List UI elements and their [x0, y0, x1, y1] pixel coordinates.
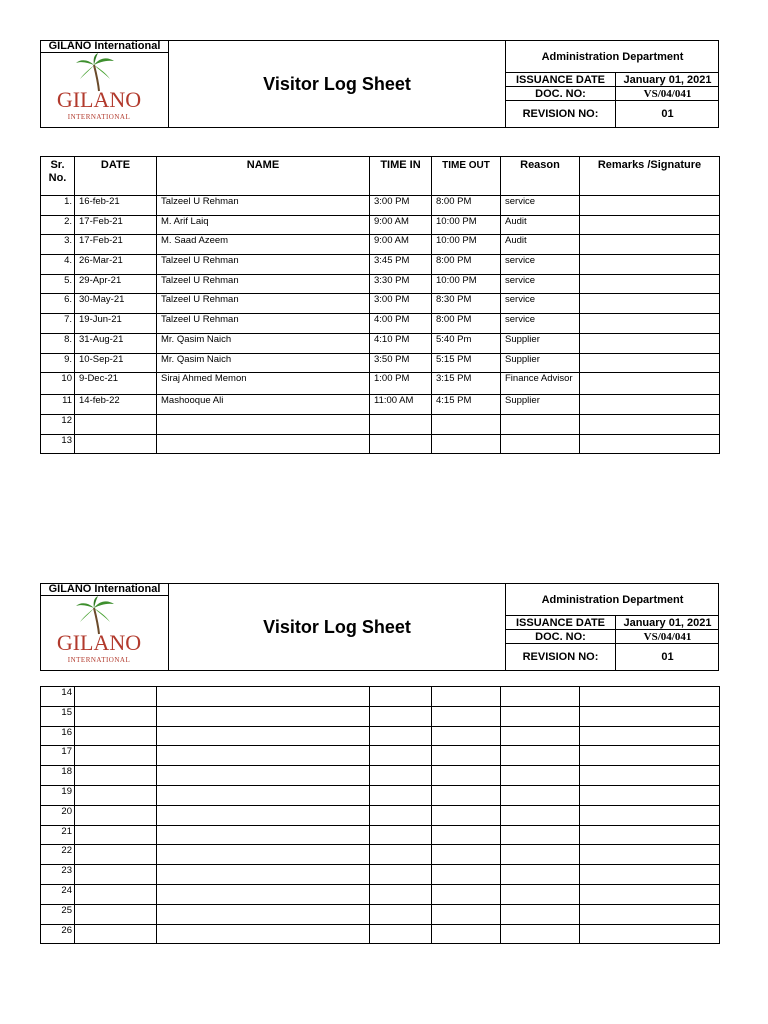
col-time-in: TIME IN [370, 157, 432, 196]
row-date[interactable] [75, 434, 157, 454]
row-remarks[interactable] [580, 706, 720, 726]
row-time-out[interactable] [432, 865, 501, 885]
row-time-out[interactable]: 3:15 PM [432, 373, 501, 395]
row-time-in[interactable] [370, 884, 432, 904]
revision-row [506, 644, 719, 670]
row-visitor-name[interactable]: M. Arif Laiq [157, 215, 370, 235]
row-visitor-name[interactable]: Mashooque Ali [157, 395, 370, 415]
revision-value: 01 [661, 651, 674, 663]
row-time-in[interactable] [370, 865, 432, 885]
row-date[interactable]: 16-feb-21 [75, 196, 157, 216]
row-reason[interactable]: service [501, 255, 580, 275]
row-time-out[interactable]: 8:00 PM [432, 314, 501, 334]
row-reason[interactable] [501, 845, 580, 865]
row-time-out[interactable] [432, 434, 501, 454]
row-time-out[interactable] [432, 746, 501, 766]
row-remarks[interactable] [580, 294, 720, 314]
doc-info [505, 584, 718, 670]
doc-no-row [506, 87, 719, 101]
row-date[interactable]: 26-Mar-21 [75, 255, 157, 275]
row-remarks[interactable] [580, 373, 720, 395]
row-remarks[interactable] [580, 766, 720, 786]
table-row [41, 395, 720, 415]
row-visitor-name[interactable] [157, 414, 370, 434]
table-row [41, 235, 720, 255]
row-time-out[interactable] [432, 845, 501, 865]
row-reason[interactable]: Audit [501, 235, 580, 255]
row-date[interactable] [75, 884, 157, 904]
row-remarks[interactable] [580, 746, 720, 766]
row-reason[interactable] [501, 865, 580, 885]
row-remarks[interactable] [580, 215, 720, 235]
row-remarks[interactable] [580, 235, 720, 255]
row-remarks[interactable] [580, 904, 720, 924]
company-name: GILANO International [41, 41, 169, 53]
doc-header-page2 [40, 583, 719, 671]
row-date[interactable]: 14-feb-22 [75, 395, 157, 415]
row-date[interactable]: 31-Aug-21 [75, 333, 157, 353]
row-remarks[interactable] [580, 924, 720, 944]
visitor-log-table-page2 [40, 686, 720, 944]
row-time-out[interactable]: 10:00 PM [432, 274, 501, 294]
row-remarks[interactable] [580, 865, 720, 885]
row-date[interactable]: 19-Jun-21 [75, 314, 157, 334]
row-remarks[interactable] [580, 414, 720, 434]
row-time-in[interactable] [370, 785, 432, 805]
row-reason[interactable] [501, 414, 580, 434]
row-time-out[interactable] [432, 706, 501, 726]
col-sr: Sr. No. [41, 157, 75, 196]
row-reason[interactable] [501, 434, 580, 454]
row-visitor-name[interactable]: Siraj Ahmed Memon [157, 373, 370, 395]
row-time-out[interactable]: 8:00 PM [432, 255, 501, 275]
table-row [41, 294, 720, 314]
row-time-in[interactable]: 3:45 PM [370, 255, 432, 275]
row-date[interactable] [75, 845, 157, 865]
row-reason[interactable]: Supplier [501, 395, 580, 415]
doc-info [505, 41, 718, 127]
row-reason[interactable]: Finance Advisor [501, 373, 580, 395]
row-reason[interactable]: service [501, 294, 580, 314]
revision-label: REVISION NO: [506, 644, 616, 670]
row-time-in[interactable]: 9:00 AM [370, 235, 432, 255]
row-visitor-name[interactable] [157, 766, 370, 786]
department: Administration Department [506, 41, 719, 73]
row-time-in[interactable] [370, 904, 432, 924]
row-sr[interactable]: 6. [41, 294, 75, 314]
row-sr[interactable]: 2. [41, 215, 75, 235]
row-date[interactable]: 9-Dec-21 [75, 373, 157, 395]
gilano-logo [46, 53, 152, 127]
row-time-in[interactable]: 4:10 PM [370, 333, 432, 353]
row-time-out[interactable]: 5:15 PM [432, 353, 501, 373]
table-row [41, 314, 720, 334]
doc-no-value: VS/04/041 [643, 630, 692, 643]
col-name: NAME [157, 157, 370, 196]
row-sr[interactable]: 9. [41, 353, 75, 373]
logo-subtitle: INTERNATIONAL [67, 656, 131, 664]
row-date[interactable] [75, 746, 157, 766]
row-remarks[interactable] [580, 726, 720, 746]
row-remarks[interactable] [580, 196, 720, 216]
logo-wordmark: GILANO [56, 87, 142, 112]
row-time-out[interactable]: 8:00 PM [432, 196, 501, 216]
row-reason[interactable] [501, 884, 580, 904]
row-visitor-name[interactable] [157, 904, 370, 924]
department: Administration Department [506, 584, 719, 616]
row-reason[interactable] [501, 785, 580, 805]
row-date[interactable] [75, 825, 157, 845]
row-time-out[interactable] [432, 726, 501, 746]
row-sr[interactable]: 14 [41, 687, 75, 707]
row-reason[interactable]: Supplier [501, 353, 580, 373]
issuance-label: ISSUANCE DATE [506, 616, 616, 629]
row-reason[interactable] [501, 924, 580, 944]
row-time-in[interactable] [370, 825, 432, 845]
table-row [41, 333, 720, 353]
row-visitor-name[interactable]: Mr. Qasim Naich [157, 333, 370, 353]
table-row [41, 274, 720, 294]
table-row [41, 414, 720, 434]
row-date[interactable] [75, 865, 157, 885]
table-row [41, 726, 720, 746]
row-date[interactable]: 17-Feb-21 [75, 215, 157, 235]
row-reason[interactable]: service [501, 274, 580, 294]
page-title: Visitor Log Sheet [263, 616, 411, 637]
row-time-in[interactable] [370, 726, 432, 746]
table-row [41, 215, 720, 235]
logo-cell [41, 584, 169, 670]
col-reason: Reason [501, 157, 580, 196]
row-date[interactable]: 30-May-21 [75, 294, 157, 314]
row-time-out[interactable] [432, 785, 501, 805]
row-date[interactable] [75, 414, 157, 434]
row-time-out[interactable] [432, 766, 501, 786]
logo-subtitle: INTERNATIONAL [67, 113, 131, 121]
table-row [41, 805, 720, 825]
table-row [41, 845, 720, 865]
row-remarks[interactable] [580, 395, 720, 415]
row-date[interactable] [75, 904, 157, 924]
row-visitor-name[interactable] [157, 687, 370, 707]
row-reason[interactable] [501, 904, 580, 924]
row-time-out[interactable]: 10:00 PM [432, 235, 501, 255]
doc-no-row [506, 630, 719, 644]
row-remarks[interactable] [580, 884, 720, 904]
row-time-out[interactable]: 5:40 Pm [432, 333, 501, 353]
doc-no-label: DOC. NO: [506, 630, 616, 643]
row-visitor-name[interactable] [157, 865, 370, 885]
row-time-out[interactable] [432, 904, 501, 924]
row-reason[interactable]: service [501, 314, 580, 334]
row-time-in[interactable]: 3:00 PM [370, 294, 432, 314]
row-time-out[interactable] [432, 825, 501, 845]
doc-header [40, 40, 719, 128]
table-row [41, 884, 720, 904]
table-row [41, 924, 720, 944]
row-visitor-name[interactable]: Talzeel U Rehman [157, 294, 370, 314]
row-time-in[interactable]: 4:00 PM [370, 314, 432, 334]
issuance-value: January 01, 2021 [623, 73, 712, 86]
row-time-out[interactable] [432, 687, 501, 707]
table-row [41, 434, 720, 454]
row-remarks[interactable] [580, 314, 720, 334]
row-visitor-name[interactable] [157, 884, 370, 904]
col-date: DATE [75, 157, 157, 196]
row-visitor-name[interactable]: Talzeel U Rehman [157, 314, 370, 334]
row-date[interactable] [75, 687, 157, 707]
row-sr[interactable]: 5. [41, 274, 75, 294]
row-visitor-name[interactable]: Talzeel U Rehman [157, 196, 370, 216]
gilano-logo [46, 596, 152, 670]
row-time-in[interactable]: 1:00 PM [370, 373, 432, 395]
table-row [41, 825, 720, 845]
row-sr[interactable]: 19 [41, 785, 75, 805]
row-sr[interactable]: 15 [41, 706, 75, 726]
row-time-in[interactable]: 3:30 PM [370, 274, 432, 294]
row-reason[interactable]: service [501, 196, 580, 216]
row-sr[interactable]: 11 [41, 395, 75, 415]
row-sr[interactable]: 17 [41, 746, 75, 766]
row-remarks[interactable] [580, 825, 720, 845]
row-sr[interactable]: 3. [41, 235, 75, 255]
row-time-in[interactable] [370, 766, 432, 786]
row-time-out[interactable] [432, 924, 501, 944]
row-sr[interactable]: 7. [41, 314, 75, 334]
revision-row [506, 101, 719, 127]
row-sr[interactable]: 21 [41, 825, 75, 845]
row-date[interactable] [75, 785, 157, 805]
row-visitor-name[interactable] [157, 746, 370, 766]
table-row [41, 196, 720, 216]
company-name: GILANO International [41, 584, 169, 596]
row-reason[interactable] [501, 766, 580, 786]
row-visitor-name[interactable] [157, 845, 370, 865]
row-visitor-name[interactable] [157, 726, 370, 746]
revision-label: REVISION NO: [506, 101, 616, 127]
row-reason[interactable] [501, 805, 580, 825]
row-time-out[interactable] [432, 414, 501, 434]
row-remarks[interactable] [580, 353, 720, 373]
row-time-in[interactable] [370, 805, 432, 825]
doc-no-label: DOC. NO: [506, 87, 616, 100]
row-date[interactable]: 10-Sep-21 [75, 353, 157, 373]
row-sr[interactable]: 23 [41, 865, 75, 885]
row-reason[interactable] [501, 746, 580, 766]
row-reason[interactable] [501, 706, 580, 726]
row-time-in[interactable] [370, 687, 432, 707]
page-title: Visitor Log Sheet [263, 73, 411, 94]
row-time-in[interactable] [370, 924, 432, 944]
table-row [41, 255, 720, 275]
row-date[interactable]: 29-Apr-21 [75, 274, 157, 294]
row-sr[interactable]: 20 [41, 805, 75, 825]
row-sr[interactable]: 18 [41, 766, 75, 786]
row-time-out[interactable] [432, 884, 501, 904]
table-row [41, 353, 720, 373]
logo-cell [41, 41, 169, 127]
row-time-in[interactable]: 11:00 AM [370, 395, 432, 415]
row-visitor-name[interactable]: Talzeel U Rehman [157, 274, 370, 294]
row-time-in[interactable]: 3:00 PM [370, 196, 432, 216]
issuance-value: January 01, 2021 [623, 616, 712, 629]
table-row [41, 687, 720, 707]
row-time-in[interactable] [370, 434, 432, 454]
row-sr[interactable]: 25 [41, 904, 75, 924]
row-remarks[interactable] [580, 687, 720, 707]
row-reason[interactable]: Audit [501, 215, 580, 235]
row-visitor-name[interactable]: M. Saad Azeem [157, 235, 370, 255]
issuance-label: ISSUANCE DATE [506, 73, 616, 86]
row-time-in[interactable]: 3:50 PM [370, 353, 432, 373]
row-visitor-name[interactable] [157, 825, 370, 845]
table-row [41, 785, 720, 805]
col-remarks: Remarks /Signature [580, 157, 720, 196]
row-visitor-name[interactable] [157, 434, 370, 454]
row-reason[interactable]: Supplier [501, 333, 580, 353]
table-header-row [41, 157, 720, 196]
row-sr[interactable]: 22 [41, 845, 75, 865]
table-row [41, 373, 720, 395]
row-sr[interactable]: 12 [41, 414, 75, 434]
row-sr[interactable]: 26 [41, 924, 75, 944]
visitor-log-table [40, 156, 720, 454]
row-date[interactable] [75, 726, 157, 746]
row-remarks[interactable] [580, 274, 720, 294]
row-remarks[interactable] [580, 845, 720, 865]
row-date[interactable]: 17-Feb-21 [75, 235, 157, 255]
row-visitor-name[interactable]: Mr. Qasim Naich [157, 353, 370, 373]
col-time-out: TIME OUT [432, 157, 501, 196]
row-time-in[interactable] [370, 845, 432, 865]
row-sr[interactable]: 4. [41, 255, 75, 275]
row-time-in[interactable] [370, 746, 432, 766]
row-remarks[interactable] [580, 255, 720, 275]
table-row [41, 865, 720, 885]
row-visitor-name[interactable]: Talzeel U Rehman [157, 255, 370, 275]
revision-value: 01 [661, 108, 674, 120]
row-date[interactable] [75, 766, 157, 786]
row-visitor-name[interactable] [157, 706, 370, 726]
row-remarks[interactable] [580, 785, 720, 805]
logo-wordmark: GILANO [56, 630, 142, 655]
table-row [41, 746, 720, 766]
row-reason[interactable] [501, 687, 580, 707]
row-sr[interactable]: 1. [41, 196, 75, 216]
table-row [41, 766, 720, 786]
table-row [41, 904, 720, 924]
row-visitor-name[interactable] [157, 924, 370, 944]
row-remarks[interactable] [580, 333, 720, 353]
row-time-in[interactable] [370, 706, 432, 726]
row-sr[interactable]: 10 [41, 373, 75, 395]
row-reason[interactable] [501, 825, 580, 845]
row-reason[interactable] [501, 726, 580, 746]
row-sr[interactable]: 16 [41, 726, 75, 746]
row-sr[interactable]: 8. [41, 333, 75, 353]
row-sr[interactable]: 13 [41, 434, 75, 454]
doc-no-value: VS/04/041 [643, 87, 692, 100]
row-date[interactable] [75, 706, 157, 726]
issuance-row [506, 73, 719, 87]
row-date[interactable] [75, 924, 157, 944]
table-row [41, 706, 720, 726]
row-time-out[interactable]: 4:15 PM [432, 395, 501, 415]
row-time-in[interactable]: 9:00 AM [370, 215, 432, 235]
row-remarks[interactable] [580, 805, 720, 825]
row-time-out[interactable] [432, 805, 501, 825]
row-time-out[interactable]: 10:00 PM [432, 215, 501, 235]
row-visitor-name[interactable] [157, 785, 370, 805]
row-time-out[interactable]: 8:30 PM [432, 294, 501, 314]
row-sr[interactable]: 24 [41, 884, 75, 904]
row-date[interactable] [75, 805, 157, 825]
row-visitor-name[interactable] [157, 805, 370, 825]
issuance-row [506, 616, 719, 630]
row-time-in[interactable] [370, 414, 432, 434]
row-remarks[interactable] [580, 434, 720, 454]
